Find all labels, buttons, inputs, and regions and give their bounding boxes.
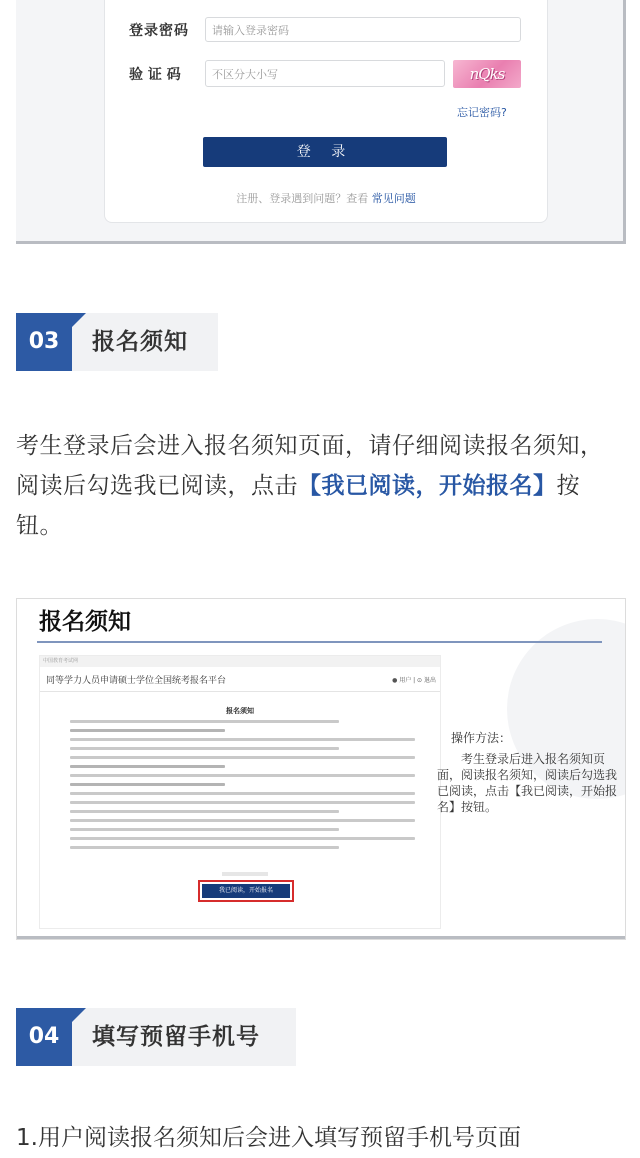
forgot-password-link[interactable]: 忘记密码?: [457, 106, 507, 119]
mini-header-user: ● 用户 | ⊙ 退出: [392, 677, 436, 684]
section-04-header: [16, 1008, 296, 1066]
section-number: 04: [16, 1008, 72, 1066]
section-title: 报名须知: [92, 329, 188, 355]
section-03-paragraph: [16, 426, 626, 546]
text-line: [70, 846, 339, 849]
mini-start-button: 我已阅读，开始报名: [202, 884, 290, 898]
paragraph-text: 考生登录后会进入报名须知页面，请仔细阅读报名须知，阅读后勾选我已阅读，点击: [16, 433, 604, 499]
login-button[interactable]: 登 录: [203, 137, 447, 167]
paragraph-highlight: 【我已阅读，开始报名】: [298, 473, 557, 499]
captcha-input[interactable]: 不区分大小写: [205, 60, 445, 87]
text-line: [70, 837, 415, 840]
text-line: [70, 729, 225, 732]
text-line: [70, 756, 415, 759]
section-04-paragraph: 1.用户阅读报名须知后会进入填写预留手机号页面: [16, 1125, 521, 1151]
section-tab-decoration: [72, 1008, 86, 1022]
section-number: 03: [16, 313, 72, 371]
shadow-edge: [16, 241, 626, 244]
mini-doc-title: 报名须知: [226, 707, 254, 715]
text-line: [70, 810, 339, 813]
mini-start-button-highlight: [198, 880, 294, 902]
faq-link[interactable]: 常见问题: [371, 192, 416, 205]
text-line: [70, 720, 339, 723]
mini-doc-body: [70, 720, 415, 855]
mini-header: [40, 667, 440, 692]
help-text-label: 注册、登录遇到问题？查看: [236, 192, 369, 205]
text-line: [70, 801, 415, 804]
section-tab-decoration: [72, 313, 86, 327]
text-line: [70, 819, 415, 822]
text-line: [70, 828, 339, 831]
text-line: [70, 783, 225, 786]
mini-topbar: 中国教育考试网: [40, 656, 440, 667]
title-underline: [37, 641, 602, 643]
operation-text: 考生登录后进入报名须知页面，阅读报名须知，阅读后勾选我已阅读，点击【我已阅读，开始报名】按钮。: [437, 752, 618, 814]
text-line: [70, 792, 415, 795]
shadow-edge: [623, 0, 626, 244]
mini-agree-checkbox: [222, 872, 268, 876]
paragraph-text: 按钮。: [16, 473, 580, 539]
operation-title: 操作方法：: [451, 731, 512, 745]
section-title: 填写预留手机号: [92, 1024, 260, 1050]
login-card: [104, 0, 548, 223]
text-line: [70, 765, 225, 768]
shadow-edge: [17, 936, 625, 939]
instruction-screenshot: [16, 598, 626, 940]
mini-header-title: 同等学力人员申请硕士学位全国统考报名平台: [46, 676, 227, 686]
text-line: [70, 738, 415, 741]
password-input[interactable]: 请输入登录密码: [205, 17, 521, 42]
captcha-text: nQks: [469, 65, 505, 83]
captcha-label: 验 证 码: [129, 67, 181, 83]
mini-page-screenshot: [39, 655, 441, 929]
login-screenshot: [16, 0, 626, 244]
text-line: [70, 747, 339, 750]
help-text: [105, 190, 547, 206]
password-label: 登录密码: [129, 23, 189, 39]
captcha-image[interactable]: [453, 60, 521, 88]
section-03-header: [16, 313, 218, 371]
text-line: [70, 774, 415, 777]
instruction-title: 报名须知: [39, 609, 131, 635]
